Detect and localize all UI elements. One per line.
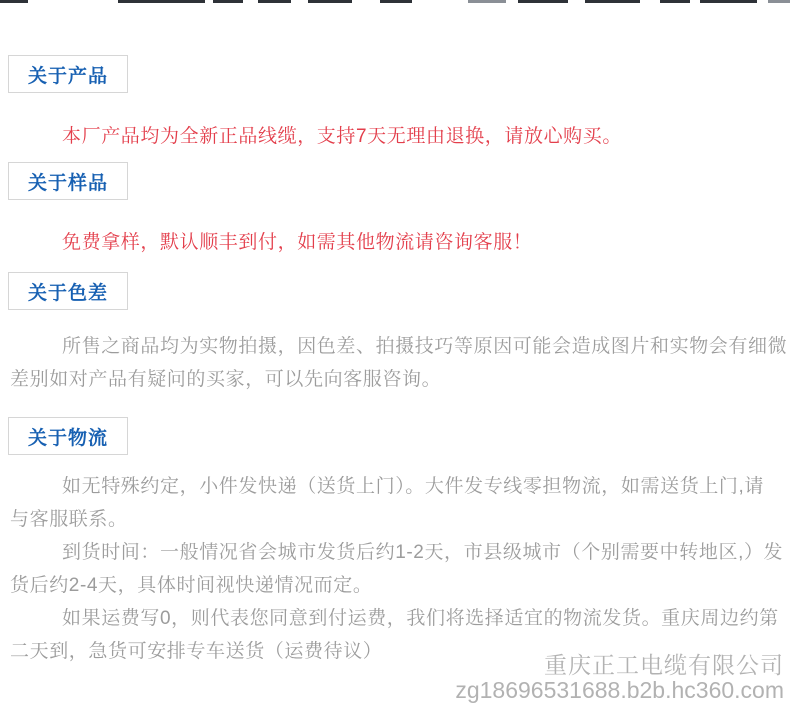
section-title-label: 关于样品 [27, 172, 108, 194]
section-title-logistics [8, 417, 128, 455]
paragraph-line: 二天到，急货可安排专车送货（运费待议） [10, 641, 383, 662]
logistics-paragraph-arrival-time [10, 536, 788, 602]
section-title-color-difference [8, 272, 128, 310]
logistics-paragraph-shipping [10, 470, 788, 536]
section-title-label: 关于物流 [27, 427, 108, 449]
paragraph-line: 所售之商品均为实物拍摄，因色差、拍摄技巧等原因可能会造成图片和实物会有细微 [62, 336, 788, 357]
product-notice-text: 本厂产品均为全新正品线缆，支持7天无理由退换，请放心购买。 [62, 126, 622, 147]
paragraph-line: 差别如对产品有疑问的买家，可以先向客服咨询。 [10, 369, 442, 390]
watermark-company-name: 重庆正工电缆有限公司 [544, 652, 784, 678]
paragraph-line: 到货时间：一般情况省会城市发货后约1-2天，市县级城市（个别需要中转地区,）发 [62, 542, 784, 563]
watermark [455, 653, 784, 703]
paragraph-line: 如果运费写0，则代表您同意到付运费，我们将选择适宜的物流发货。重庆周边约第 [62, 608, 779, 629]
paragraph-line: 货后约2-4天，具体时间视快递情况而定。 [10, 575, 373, 596]
paragraph-line: 如无特殊约定，小件发快递（送货上门）。大件发专线零担物流，如需送货上门,请 [62, 476, 764, 497]
color-difference-paragraph [10, 330, 788, 396]
watermark-site-url: zg18696531688.b2b.hc360.com [455, 677, 784, 703]
section-title-product [8, 55, 128, 93]
sample-notice-text: 免费拿样，默认顺丰到付，如需其他物流请咨询客服！ [62, 232, 533, 253]
section-title-label: 关于产品 [27, 65, 108, 87]
section-title-label: 关于色差 [27, 282, 108, 304]
section-title-sample [8, 162, 128, 200]
paragraph-line: 与客服联系。 [10, 509, 128, 530]
